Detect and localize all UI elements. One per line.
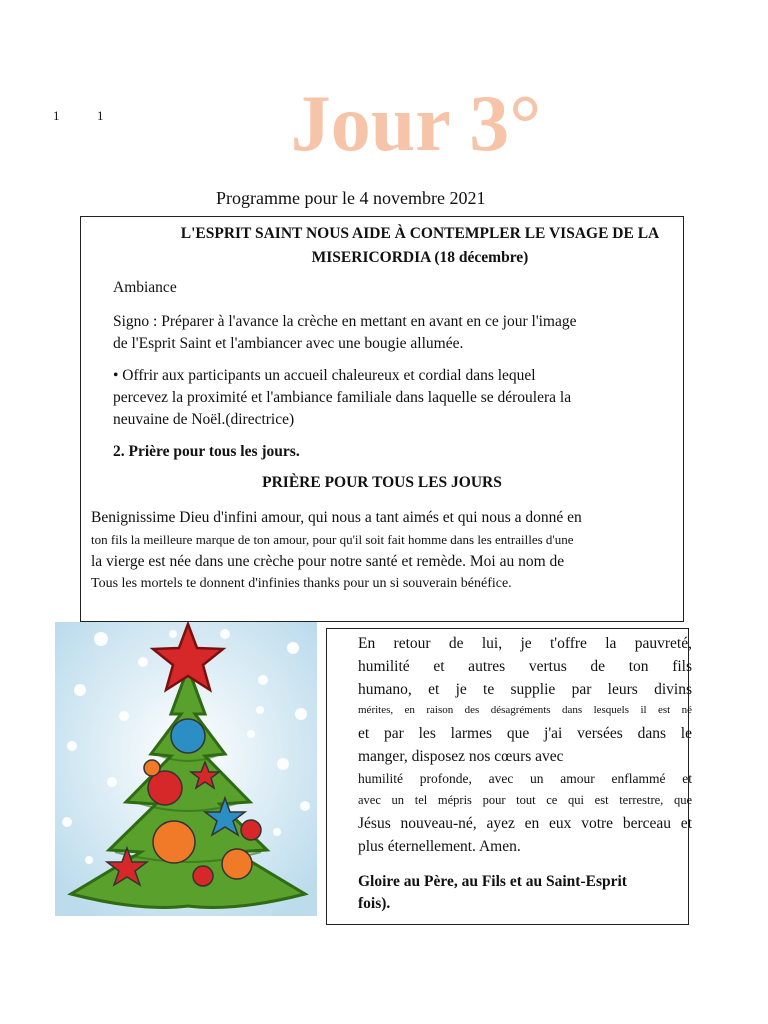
christmas-tree-image xyxy=(55,622,317,916)
ambiance-label: Ambiance xyxy=(113,279,177,296)
program-box xyxy=(80,216,684,622)
prayer-text-line: En retour de lui, je t'offre la pauvreté, xyxy=(358,635,692,652)
prayer-text-line: humilité et autres vertus de ton fils xyxy=(358,658,692,675)
prayer-heading: PRIÈRE POUR TOUS LES JOURS xyxy=(262,474,502,491)
prayer-text-line: avec un tel mépris pour tout ce qui est terrestre, que xyxy=(358,793,692,807)
section-heading: L'ESPRIT SAINT NOUS AIDE À CONTEMPLER LE VISAGE DE LA MISERICORDIA (18 décembre) xyxy=(180,225,660,266)
prayer-text-line: humano, et je te supplie par leurs divins xyxy=(358,681,692,698)
prayer-text-line: mérites, en raison des désagréments dans lesquels il est né xyxy=(358,704,692,716)
prayer-text-line: plus éternellement. Amen. xyxy=(358,838,521,855)
prayer-text-line: manger, disposez nos cœurs avec xyxy=(358,748,564,765)
prayer-paragraph: Benignissime Dieu d'infini amour, qui nous a tant aimés et qui nous a donné en ton fils la meilleure marque de ton amour, pour qu'il soit fait homme dans les entrailles d'une la vierge est née dans une crèche pour notre santé et remède. Moi au nom de Tous les mortels te donnent d'infinies thanks pour un si souverain bénéfice. xyxy=(91,509,582,591)
prayer-text-line: Jésus nouveau-né, ayez en eux votre berceau et xyxy=(358,815,692,832)
prayer-text-line: et par les larmes que j'ai versées dans le xyxy=(358,725,692,742)
program-date-subtitle: Programme pour le 4 novembre 2021 xyxy=(216,188,486,208)
gloire-doxology: Gloire au Père, au Fils et au Saint-Esprit fois). xyxy=(358,873,627,912)
item-2-heading: 2. Prière pour tous les jours. xyxy=(113,443,300,460)
page-number: 1 xyxy=(53,108,60,123)
offrir-paragraph: • Offrir aux participants un accueil chaleureux et cordial dans lequel percevez la proximité et l'ambiance familiale dans laquelle se déroulera la neuvaine de Noël.(directrice) xyxy=(113,367,572,428)
prayer-text-line: humilité profonde, avec un amour enflammé et xyxy=(358,771,692,786)
signo-paragraph: Signo : Préparer à l'avance la crèche en mettant en avant en ce jour l'image de l'Esprit Saint et l'ambiancer avec une bougie allumée. xyxy=(113,313,577,352)
prayer-continuation-box xyxy=(326,628,692,925)
page-number-secondary: 1 xyxy=(97,108,104,123)
page-title: Jour 3° xyxy=(290,80,542,168)
